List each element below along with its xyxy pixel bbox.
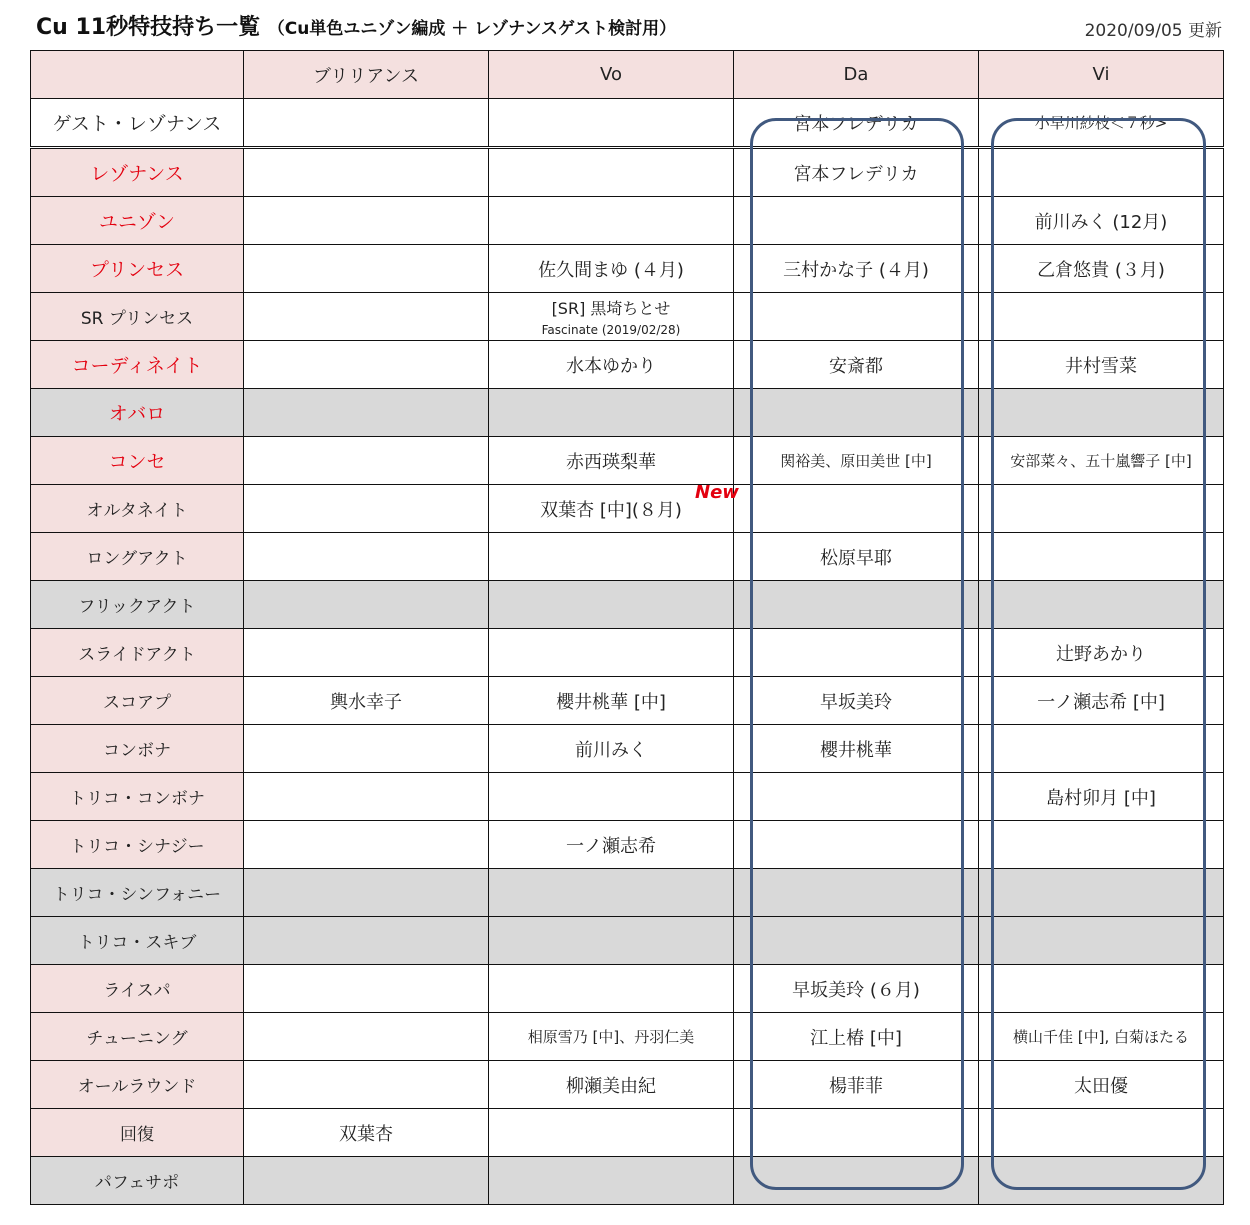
cell-vo	[489, 148, 734, 197]
cell-brilliance	[244, 1013, 489, 1061]
cell-brilliance	[244, 917, 489, 965]
row-label: トリコ・コンボナ	[31, 773, 244, 821]
cell-da	[734, 99, 979, 148]
header-corner	[31, 51, 244, 99]
cell-da	[734, 629, 979, 677]
cell-brilliance	[244, 389, 489, 437]
cell-vo	[489, 1157, 734, 1205]
cell-da	[734, 389, 979, 437]
cell-da: 宮本フレデリカ	[734, 148, 979, 197]
cell-vi	[979, 869, 1224, 917]
cell-vi: 安部菜々、五十嵐響子 [中]	[979, 437, 1224, 485]
cell-vi	[979, 99, 1224, 148]
row-label: フリックアクト	[31, 581, 244, 629]
cell-vo	[489, 293, 734, 341]
cell-vi	[979, 965, 1224, 1013]
cell-vi	[979, 485, 1224, 533]
title-main: Cu 11秒特技持ち一覧	[36, 15, 261, 40]
row-label: トリコ・シンフォニー	[31, 869, 244, 917]
cell-da	[734, 1109, 979, 1157]
cell-vo: 水本ゆかり	[489, 341, 734, 389]
table-row	[31, 1061, 1224, 1109]
cell-vo	[489, 99, 734, 148]
cell-vi: 一ノ瀬志希 [中]	[979, 677, 1224, 725]
cell-brilliance	[244, 965, 489, 1013]
cell-da: 関裕美、原田美世 [中]	[734, 437, 979, 485]
cell-vo: 赤西瑛梨華	[489, 437, 734, 485]
cell-da: 楊菲菲	[734, 1061, 979, 1109]
cell-da: 江上椿 [中]	[734, 1013, 979, 1061]
cell-da	[734, 917, 979, 965]
cell-da: 早坂美玲	[734, 677, 979, 725]
cell-vo: 柳瀬美由紀	[489, 1061, 734, 1109]
table-row	[31, 389, 1224, 437]
cell-brilliance	[244, 485, 489, 533]
header-da: Da	[734, 51, 979, 99]
cell-brilliance	[244, 869, 489, 917]
cell-vo	[489, 533, 734, 581]
row-label: コンセ	[31, 437, 244, 485]
sr-card-name: [SR] 黒埼ちとせ	[551, 299, 671, 318]
table-row	[31, 725, 1224, 773]
table-row	[31, 869, 1224, 917]
cell-da	[734, 1157, 979, 1205]
cell-vi: 太田優	[979, 1061, 1224, 1109]
cell-brilliance	[244, 581, 489, 629]
new-tag: New	[695, 482, 739, 503]
cell-vo	[489, 197, 734, 245]
guest-da-name: 宮本フレデリカ	[787, 114, 924, 135]
header-vi: Vi	[979, 51, 1224, 99]
row-label: SR プリンセス	[31, 293, 244, 341]
cell-brilliance	[244, 629, 489, 677]
row-label: コーディネイト	[31, 341, 244, 389]
cell-vo	[489, 869, 734, 917]
cell-vo	[489, 965, 734, 1013]
table-row	[31, 293, 1224, 341]
table-row	[31, 1013, 1224, 1061]
table-row	[31, 917, 1224, 965]
cell-vi	[979, 1109, 1224, 1157]
cell-vi	[979, 821, 1224, 869]
row-label: コンボナ	[31, 725, 244, 773]
row-label: ライスパ	[31, 965, 244, 1013]
cell-vi: 乙倉悠貴 (３月)	[979, 245, 1224, 293]
cell-vo: 双葉杏 [中](８月)	[489, 485, 734, 533]
guest-row	[31, 99, 1224, 148]
cell-vi	[979, 293, 1224, 341]
cell-vo: 櫻井桃華 [中]	[489, 677, 734, 725]
cell-vi: 辻野あかり	[979, 629, 1224, 677]
cell-da: 三村かな子 (４月)	[734, 245, 979, 293]
cell-brilliance	[244, 725, 489, 773]
cell-brilliance: 双葉杏	[244, 1109, 489, 1157]
cell-vo: 相原雪乃 [中]、丹羽仁美	[489, 1013, 734, 1061]
cell-vo: 前川みく	[489, 725, 734, 773]
title-sub: （Cu単色ユニゾン編成 ＋ レゾナンスゲスト検討用）	[267, 19, 677, 39]
cell-vi	[979, 389, 1224, 437]
table-row	[31, 1157, 1224, 1205]
table-row	[31, 437, 1224, 485]
cell-brilliance	[244, 1157, 489, 1205]
row-label: トリコ・シナジー	[31, 821, 244, 869]
row-label: 回復	[31, 1109, 244, 1157]
cell-brilliance	[244, 821, 489, 869]
table-row	[31, 341, 1224, 389]
cell-vo: 一ノ瀬志希	[489, 821, 734, 869]
cell-vo	[489, 773, 734, 821]
updated-date: 2020/09/05 更新	[1084, 21, 1222, 41]
table-row	[31, 1109, 1224, 1157]
cell-brilliance	[244, 1061, 489, 1109]
cell-brilliance: 輿水幸子	[244, 677, 489, 725]
table-row	[31, 965, 1224, 1013]
cell-da	[734, 485, 979, 533]
cell-brilliance	[244, 197, 489, 245]
cell-brilliance	[244, 341, 489, 389]
table-row	[31, 677, 1224, 725]
cell-vi	[979, 148, 1224, 197]
cell-da	[734, 869, 979, 917]
cell-da	[734, 773, 979, 821]
cell-brilliance	[244, 437, 489, 485]
cell-vi	[979, 917, 1224, 965]
table-row	[31, 485, 1224, 533]
row-label: オルタネイト	[31, 485, 244, 533]
cell-vi	[979, 581, 1224, 629]
table-row	[31, 533, 1224, 581]
table-row	[31, 821, 1224, 869]
cell-brilliance	[244, 773, 489, 821]
cell-brilliance	[244, 533, 489, 581]
cell-da: 櫻井桃華	[734, 725, 979, 773]
cell-da	[734, 581, 979, 629]
guest-vi-name: 小早川紗枝＜７秒>	[1029, 114, 1174, 132]
row-label: ゲスト・レゾナンス	[31, 99, 244, 148]
cell-da: 松原早耶	[734, 533, 979, 581]
table-row	[31, 197, 1224, 245]
cell-vo	[489, 917, 734, 965]
cell-vi	[979, 1157, 1224, 1205]
row-label: レゾナンス	[31, 148, 244, 197]
cell-vo	[489, 629, 734, 677]
row-label: スコアプ	[31, 677, 244, 725]
page-title	[36, 10, 676, 41]
cell-brilliance	[244, 293, 489, 341]
row-label: スライドアクト	[31, 629, 244, 677]
cell-vo	[489, 389, 734, 437]
row-label: トリコ・スキブ	[31, 917, 244, 965]
table-row	[31, 773, 1224, 821]
cell-vi	[979, 725, 1224, 773]
cell-vi	[979, 533, 1224, 581]
row-label: ロングアクト	[31, 533, 244, 581]
cell-vo	[489, 1109, 734, 1157]
row-label: パフェサポ	[31, 1157, 244, 1205]
sr-card-title: Fascinate (2019/02/28)	[541, 323, 681, 337]
cell-brilliance	[244, 99, 489, 148]
row-label: ユニゾン	[31, 197, 244, 245]
row-label: オバロ	[31, 389, 244, 437]
row-label: オールラウンド	[31, 1061, 244, 1109]
cell-da	[734, 293, 979, 341]
cell-da	[734, 821, 979, 869]
header-brilliance: ブリリアンス	[244, 51, 489, 99]
skill-table	[30, 50, 1224, 1205]
table-row	[31, 148, 1224, 197]
table-row	[31, 581, 1224, 629]
cell-vi: 横山千佳 [中], 白菊ほたる	[979, 1013, 1224, 1061]
cell-vi: 前川みく (12月)	[979, 197, 1224, 245]
cell-vi: 島村卯月 [中]	[979, 773, 1224, 821]
row-label: プリンセス	[31, 245, 244, 293]
table-row	[31, 629, 1224, 677]
header-vo: Vo	[489, 51, 734, 99]
cell-da	[734, 197, 979, 245]
row-label: チューニング	[31, 1013, 244, 1061]
cell-da: 早坂美玲 (６月)	[734, 965, 979, 1013]
cell-vi: 井村雪菜	[979, 341, 1224, 389]
cell-vo	[489, 581, 734, 629]
cell-da: 安斎都	[734, 341, 979, 389]
cell-vo: 佐久間まゆ (４月)	[489, 245, 734, 293]
table-row	[31, 245, 1224, 293]
cell-brilliance	[244, 245, 489, 293]
cell-brilliance	[244, 148, 489, 197]
